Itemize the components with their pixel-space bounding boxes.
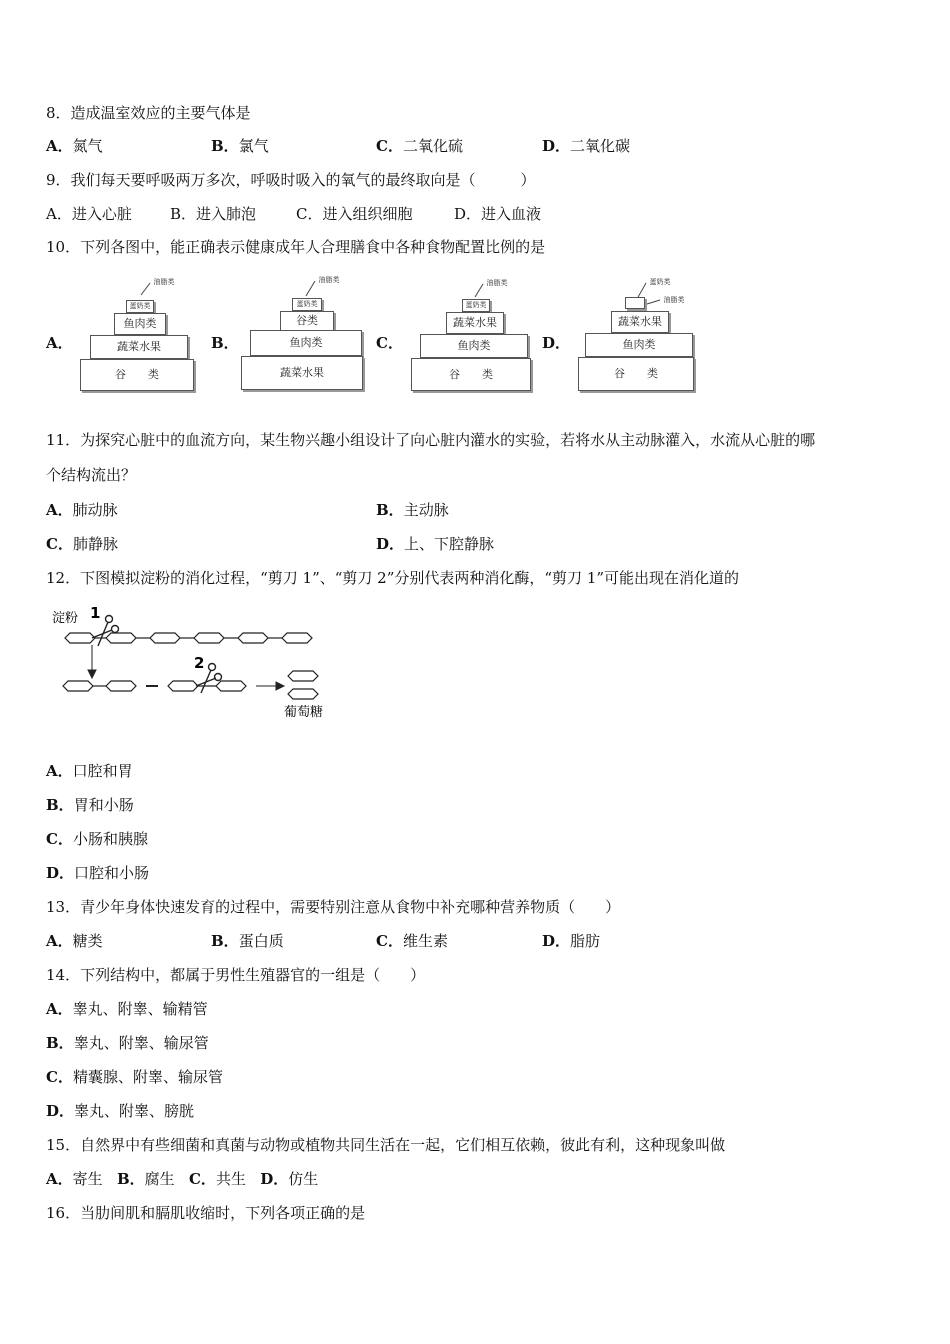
- pyramid-c: [408, 275, 538, 395]
- starch-label: 淀粉: [52, 611, 79, 626]
- pyramid-a-veg: 蔬菜水果: [90, 335, 188, 359]
- pyramid-b-grain-small: 谷类: [280, 311, 334, 331]
- pyramid-d-egg-milk-label: 蛋奶类: [647, 277, 673, 288]
- q9-option-d: D．进入血液: [454, 205, 542, 223]
- pyramid-b-meat: 鱼肉类: [250, 330, 362, 356]
- q11-option-b: B．主动脉: [376, 501, 449, 519]
- q10-label-b: B．: [211, 334, 239, 352]
- pyramid-c-meat: 鱼肉类: [420, 334, 528, 358]
- q9-option-c: C．进入组织细胞: [296, 205, 413, 223]
- pyramid-a-egg-milk: 蛋奶类: [126, 300, 154, 313]
- pyramid-a: [78, 275, 198, 395]
- arrow-down: [88, 645, 96, 678]
- pyramid-b-oil: 油脂类: [316, 275, 342, 286]
- glucose-units: [288, 671, 318, 699]
- pyramid-c-grain: 谷 类: [411, 358, 531, 391]
- q8-option-c: C．二氧化硫: [376, 137, 463, 155]
- q8-option-a: A．氮气: [46, 137, 103, 155]
- pyramid-d-oil-label: 油脂类: [661, 295, 687, 306]
- q11-option-c: C．肺静脉: [46, 535, 118, 553]
- q12-option-d: D．口腔和小肠: [46, 864, 150, 882]
- q12-option-a: A．口腔和胃: [46, 762, 133, 780]
- q13-option-a: A．糖类: [46, 932, 103, 950]
- q10-label-d: D．: [542, 334, 571, 352]
- pyramid-d-veg: 蔬菜水果: [611, 311, 669, 333]
- arrow-right: [256, 682, 284, 690]
- q14-option-c: C．精囊腺、附睾、输尿管: [46, 1068, 223, 1086]
- q12-stem: 12．下图模拟淀粉的消化过程，“剪刀 1”、“剪刀 2”分别代表两种消化酶，“剪刀 1”可能出现在消化道的: [46, 569, 740, 587]
- scissor-2-number: 2: [194, 654, 205, 672]
- pyramid-d-top: [625, 297, 645, 309]
- q10-stem: 10．下列各图中，能正确表示健康成年人合理膳食中各种食物配置比例的是: [46, 238, 546, 256]
- starch-digestion-figure: [46, 598, 346, 728]
- pyramid-d-meat: 鱼肉类: [585, 333, 693, 357]
- pyramid-a-meat: 鱼肉类: [114, 313, 166, 335]
- q15-stem: 15．自然界中有些细菌和真菌与动物或植物共同生活在一起，它们相互依赖，彼此有利，这种现象叫做: [46, 1136, 726, 1154]
- pyramid-d: [575, 275, 705, 395]
- q16-stem: 16．当肋间肌和膈肌收缩时，下列各项正确的是: [46, 1204, 366, 1222]
- pyramid-c-veg: 蔬菜水果: [446, 312, 504, 334]
- scissor-1-number: 1: [90, 604, 101, 622]
- pyramid-b: [240, 272, 370, 394]
- pyramid-a-grain: 谷 类: [80, 359, 194, 391]
- q14-option-b: B．睾丸、附睾、输尿管: [46, 1034, 209, 1052]
- q12-option-b: B．胃和小肠: [46, 796, 134, 814]
- q8-option-d: D．二氧化碳: [542, 137, 631, 155]
- q11-option-d: D．上、下腔静脉: [376, 535, 495, 553]
- pyramid-b-veg: 蔬菜水果: [241, 356, 363, 390]
- pyramid-d-pointer: [575, 275, 705, 315]
- q13-stem: 13．青少年身体快速发育的过程中，需要特别注意从食物中补充哪种营养物质（ ）: [46, 898, 621, 916]
- q13-option-b: B．蛋白质: [211, 932, 284, 950]
- q9-option-b: B．进入肺泡: [170, 205, 257, 223]
- pyramid-b-egg-milk: 蛋奶类: [292, 298, 322, 311]
- q12-option-c: C．小肠和胰腺: [46, 830, 148, 848]
- pyramid-c-egg-milk: 蛋奶类: [462, 299, 490, 312]
- glucose-label: 葡萄糖: [284, 705, 324, 720]
- pyramid-c-oil: 油脂类: [484, 278, 510, 289]
- q13-option-c: C．维生素: [376, 932, 448, 950]
- q14-option-d: D．睾丸、附睾、膀胱: [46, 1102, 195, 1120]
- q11-stem-line2: 个结构流出？: [46, 466, 137, 484]
- q13-option-d: D．脂肪: [542, 932, 601, 950]
- q14-stem: 14．下列结构中，都属于男性生殖器官的一组是（ ）: [46, 966, 426, 984]
- pyramid-a-oil: 油脂类: [151, 277, 177, 288]
- q14-option-a: A．睾丸、附睾、输精管: [46, 1000, 208, 1018]
- q9-stem: 9．我们每天要呼吸两万多次，呼吸时吸入的氧气的最终取向是（ ）: [46, 171, 536, 189]
- q10-label-c: C．: [376, 334, 403, 352]
- q8-stem: 8．造成温室效应的主要气体是: [46, 104, 251, 122]
- q11-stem-line1: 11．为探究心脏中的血流方向，某生物兴趣小组设计了向心脏内灌水的实验，若将水从主动脉灌入，水流从心脏的哪: [46, 431, 816, 449]
- q11-option-a: A．肺动脉: [46, 501, 118, 519]
- q8-option-b: B．氯气: [211, 137, 269, 155]
- q10-label-a: A．: [46, 334, 73, 352]
- pyramid-d-grain: 谷 类: [578, 357, 694, 391]
- q9-option-a: A．进入心脏: [46, 205, 132, 223]
- q15-options: A．寄生 B．腐生 C．共生 D．仿生: [46, 1170, 319, 1188]
